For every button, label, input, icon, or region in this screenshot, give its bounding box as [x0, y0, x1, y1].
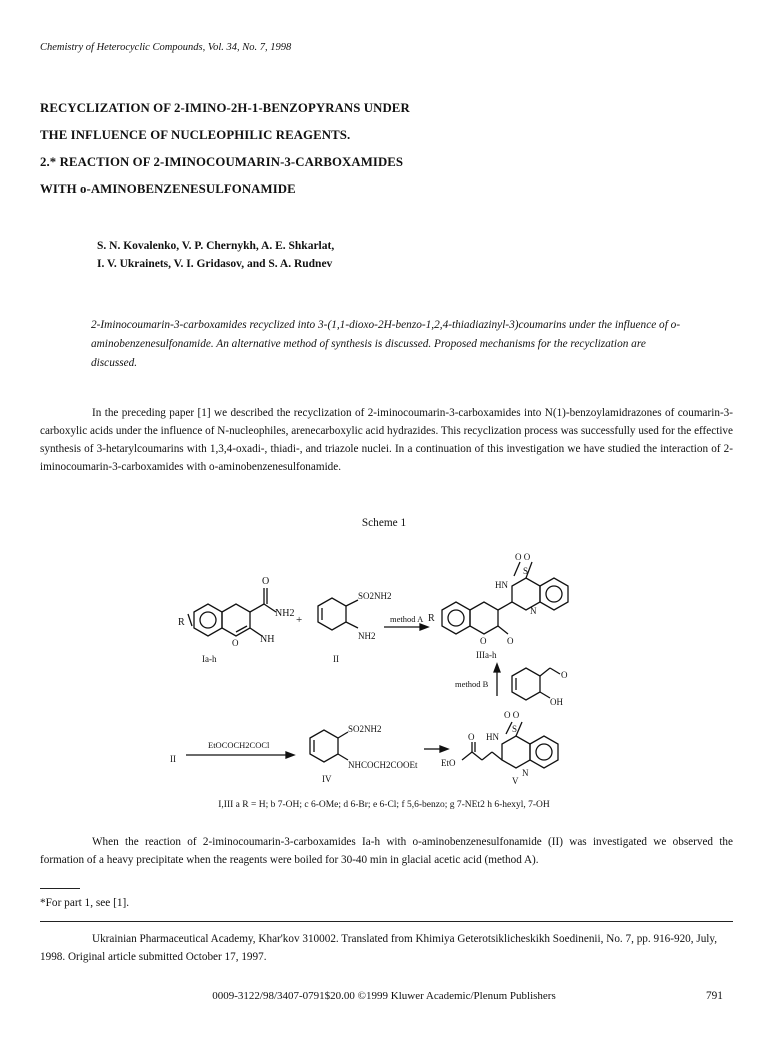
- label-nhcoch2cooet: NHCOCH2COOEt: [348, 760, 418, 770]
- affiliation-text: Ukrainian Pharmaceutical Academy, Khar'kov 310002. Translated from Khimiya Geterotsiklicheskikh Soedinenii, No. 7, pp. 916-920, July, 1998. Original article submitted October 17, 1997.: [40, 933, 718, 963]
- body-paragraph-1-text: In the preceding paper [1] we described the recyclization of 2-iminocoumarin-3-carboxamides into N(1)-benzoylamidrazones of coumarin-3-carboxylic acids under the influence of N-nucleophiles, arenecarboxylic acid hydrazides. This recyclization process was successfully used for the effective synthesis of 3-hetarylcoumarins with 1,3,4-oxadi-, thiadi-, and triazole nuclei. In a continuation of this investigation we have studied the interaction of 2-iminocoumarin-3-carboxamides with o-aminobenzenesulfonamide.: [40, 407, 733, 473]
- label-reagent: EtOCOCH2COCl: [208, 740, 270, 750]
- structure-compound-i: [188, 588, 276, 636]
- label-method-b: method B: [455, 679, 489, 689]
- page-number: 791: [706, 990, 723, 1002]
- structure-salicylaldehyde: [512, 668, 560, 700]
- label-compound-ii-second: II: [170, 754, 176, 764]
- affiliation: [40, 930, 740, 966]
- label-s-v: S: [512, 724, 518, 734]
- label-nh2-ii: NH2: [358, 631, 376, 641]
- label-compound-i: Ia-h: [202, 654, 217, 664]
- footnote-rule: [40, 888, 80, 889]
- footer-copyright: 0009-3122/98/3407-0791$20.00 ©1999 Kluwer Academic/Plenum Publishers: [212, 990, 556, 1002]
- label-method-a: method A: [390, 614, 424, 624]
- label-cho-o: O: [561, 670, 568, 680]
- footnote: *For part 1, see [1].: [40, 897, 130, 909]
- journal-header: Chemistry of Heterocyclic Compounds, Vol. 34, No. 7, 1998: [40, 42, 292, 53]
- arrowhead-method-a: [420, 624, 428, 630]
- reaction-scheme: [150, 548, 620, 798]
- label-eto: EtO: [441, 758, 456, 768]
- author-list: [97, 237, 334, 273]
- label-n-v: N: [522, 768, 529, 778]
- body-paragraph-2-text: When the reaction of 2-iminocoumarin-3-carboxamides Ia-h with o-aminobenzenesulfonamide (II) was investigated we observed the formation of a heavy precipitate when the reagents were boiled for 30-40 min in glacial acetic acid (method A).: [40, 836, 733, 866]
- label-oo-v: O O: [504, 710, 520, 720]
- label-hn-v: HN: [486, 732, 499, 742]
- label-o-ring-iii: O: [480, 636, 487, 646]
- title-line-4: WITH o-AMINOBENZENESULFONAMIDE: [40, 182, 296, 196]
- label-hn-iii: HN: [495, 580, 508, 590]
- arrowhead-method-b: [494, 664, 500, 672]
- abstract: 2-Iminocoumarin-3-carboxamides recyclized into 3-(1,1-dioxo-2H-benzo-1,2,4-thiadiazinyl-3)coumarins under the influence of o-aminobenzenesulfonamide. An alternative method of synthesis is discussed. Proposed mechanisms for the recyclization are discussed.: [91, 319, 681, 369]
- label-o-v: O: [468, 732, 475, 742]
- plus-sign: +: [296, 614, 303, 626]
- label-s-iii: S: [523, 566, 529, 576]
- label-o-carbonyl: O: [262, 576, 270, 587]
- arrowhead-cyclization: [440, 746, 448, 752]
- label-oh: OH: [550, 697, 563, 707]
- label-so2nh2: SO2NH2: [358, 591, 392, 601]
- scheme-legend: I,III a R = H; b 7-OH; c 6-OMe; d 6-Br; e 6-Cl; f 5,6-benzo; g 7-NEt2 h 6-hexyl, 7-OH: [218, 800, 550, 810]
- title-line-3: 2.* REACTION OF 2-IMINOCOUMARIN-3-CARBOXAMIDES: [40, 155, 404, 169]
- author-line-2: I. V. Ukrainets, V. I. Gridasov, and S. A. Rudnev: [97, 258, 333, 270]
- label-compound-v: V: [512, 776, 519, 786]
- label-o-ring-i: O: [232, 638, 239, 648]
- structure-compound-iii: [442, 562, 568, 634]
- label-r: R: [178, 617, 185, 628]
- arrowhead-acylation: [286, 752, 294, 758]
- body-paragraph-1: [40, 404, 733, 476]
- label-n-iii: N: [530, 606, 537, 616]
- affiliation-rule: [40, 921, 733, 922]
- label-compound-ii: II: [333, 654, 339, 664]
- label-compound-iv: IV: [322, 774, 332, 784]
- title-line-2: THE INFLUENCE OF NUCLEOPHILIC REAGENTS.: [40, 128, 351, 142]
- body-paragraph-2: [40, 833, 733, 869]
- label-compound-iii: IIIa-h: [476, 650, 497, 660]
- author-line-1: S. N. Kovalenko, V. P. Chernykh, A. E. Shkarlat,: [97, 240, 335, 252]
- structure-compound-ii: [318, 598, 358, 630]
- label-nh2: NH2: [275, 608, 295, 619]
- label-nh: NH: [260, 634, 275, 645]
- title-line-1: RECYCLIZATION OF 2-IMINO-2H-1-BENZOPYRANS UNDER: [40, 101, 410, 115]
- structure-compound-iv: [310, 730, 348, 762]
- label-oo-iii: O O: [515, 552, 531, 562]
- label-so2nh2-iv: SO2NH2: [348, 724, 382, 734]
- structure-compound-v: [462, 722, 558, 768]
- scheme-label: Scheme 1: [361, 517, 407, 529]
- label-o-exo-iii: O: [507, 636, 514, 646]
- label-r-iii: R: [428, 613, 435, 624]
